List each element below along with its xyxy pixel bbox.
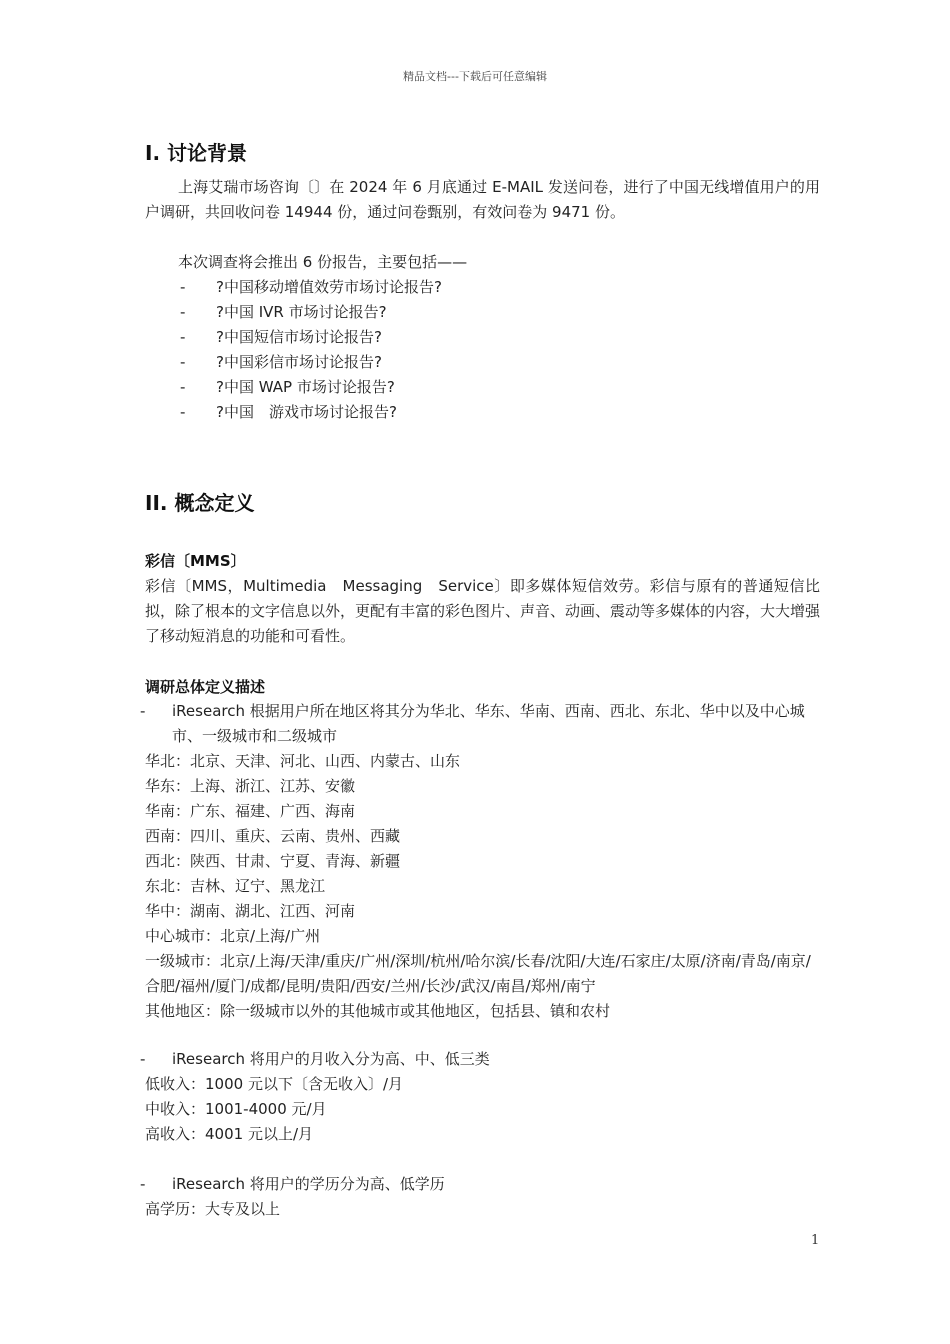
mms-subtitle: 彩信〔MMS〕 — [145, 552, 246, 570]
region-list — [145, 749, 820, 949]
list-item: - ?中国短信市场讨论报告? — [180, 325, 442, 350]
region-intro-text: iResearch 根据用户所在地区将其分为华北、华东、华南、西南、西北、东北、华中以及中心城市、一级城市和二级城市 — [172, 702, 805, 745]
survey-subtitle: 调研总体定义描述 — [145, 678, 266, 696]
list-item: 中心城市：北京/上海/广州 — [145, 927, 321, 945]
list-item: 西南：四川、重庆、云南、贵州、西藏 — [145, 827, 401, 845]
education-intro-text: iResearch 将用户的学历分为高、低学历 — [172, 1175, 445, 1193]
dash-bullet: - — [180, 303, 186, 321]
list-item: 中收入：1001-4000 元/月 — [145, 1100, 327, 1118]
dash-bullet: - — [180, 328, 186, 346]
dash-bullet: - — [180, 403, 186, 421]
list-item: 东北：吉林、辽宁、黑龙江 — [145, 877, 326, 895]
dash-bullet: - — [180, 278, 186, 296]
list-item: 华南：广东、福建、广西、海南 — [145, 802, 356, 820]
tier1-text: 一级城市：北京/上海/天津/重庆/广州/深圳/杭州/哈尔滨/长春/沈阳/大连/石家庄/太原/济南/青岛/南京/合肥/福州/厦门/成都/昆明/贵阳/西安/兰州/长沙/武汉/南昌/郑州/南宁 — [145, 952, 811, 995]
region-intro-item — [140, 699, 820, 749]
education-intro-item — [140, 1172, 820, 1197]
dash-bullet: - — [140, 1050, 146, 1068]
page-number: 1 — [811, 1233, 820, 1248]
dash-bullet: - — [180, 378, 186, 396]
reports-intro: 本次调查将会推出 6 份报告，主要包括—— — [178, 253, 468, 271]
list-item: - ?中国移动增值效劳市场讨论报告? — [180, 275, 442, 300]
list-item: 高学历：大专及以上 — [145, 1200, 281, 1218]
section-title-definitions: II. 概念定义 — [145, 491, 255, 515]
list-item: 华北：北京、天津、河北、山西、内蒙古、山东 — [145, 752, 461, 770]
mms-paragraph: 彩信〔MMS，Multimedia Messaging Service〕即多媒体短信效劳。彩信与原有的普通短信比拟，除了根本的文字信息以外，更配有丰富的彩色图片、声音、动画、震动等多媒体的内容，大大增强了移动短消息的功能和可看性。 — [145, 577, 821, 645]
list-item: - ?中国 IVR 市场讨论报告? — [180, 300, 442, 325]
tier1-cities — [145, 949, 820, 1024]
list-item: 华中：湖南、湖北、江西、河南 — [145, 902, 356, 920]
education-list — [145, 1197, 820, 1222]
other-regions-text: 其他地区：除一级城市以外的其他城市或其他地区，包括县、镇和农村 — [145, 1002, 611, 1020]
dash-bullet: - — [140, 702, 146, 720]
list-item: - ?中国彩信市场讨论报告? — [180, 350, 442, 375]
report-list — [180, 275, 442, 425]
list-item: - ?中国 游戏市场讨论报告? — [180, 400, 442, 425]
income-list — [145, 1072, 820, 1147]
list-item: - ?中国 WAP 市场讨论报告? — [180, 375, 442, 400]
dash-bullet: - — [180, 353, 186, 371]
income-intro-text: iResearch 将用户的月收入分为高、中、低三类 — [172, 1050, 490, 1068]
dash-bullet: - — [140, 1175, 146, 1193]
list-item: 华东：上海、浙江、江苏、安徽 — [145, 777, 356, 795]
section-title-background: I. 讨论背景 — [145, 141, 248, 165]
list-item: 高收入：4001 元以上/月 — [145, 1125, 313, 1143]
list-item: 西北：陕西、甘肃、宁夏、青海、新疆 — [145, 852, 401, 870]
background-paragraph: 上海艾瑞市场咨询〔〕在 2024 年 6 月底通过 E-MAIL 发送问卷，进行了中国无线增值用户的用户调研，共回收问卷 14944 份，通过问卷甄别，有效问卷为 9471 份。 — [145, 178, 820, 221]
header-note: 精品文档---下载后可任意编辑 — [403, 70, 547, 83]
income-intro-item — [140, 1047, 820, 1072]
list-item: 低收入：1000 元以下〔含无收入〕/月 — [145, 1075, 403, 1093]
